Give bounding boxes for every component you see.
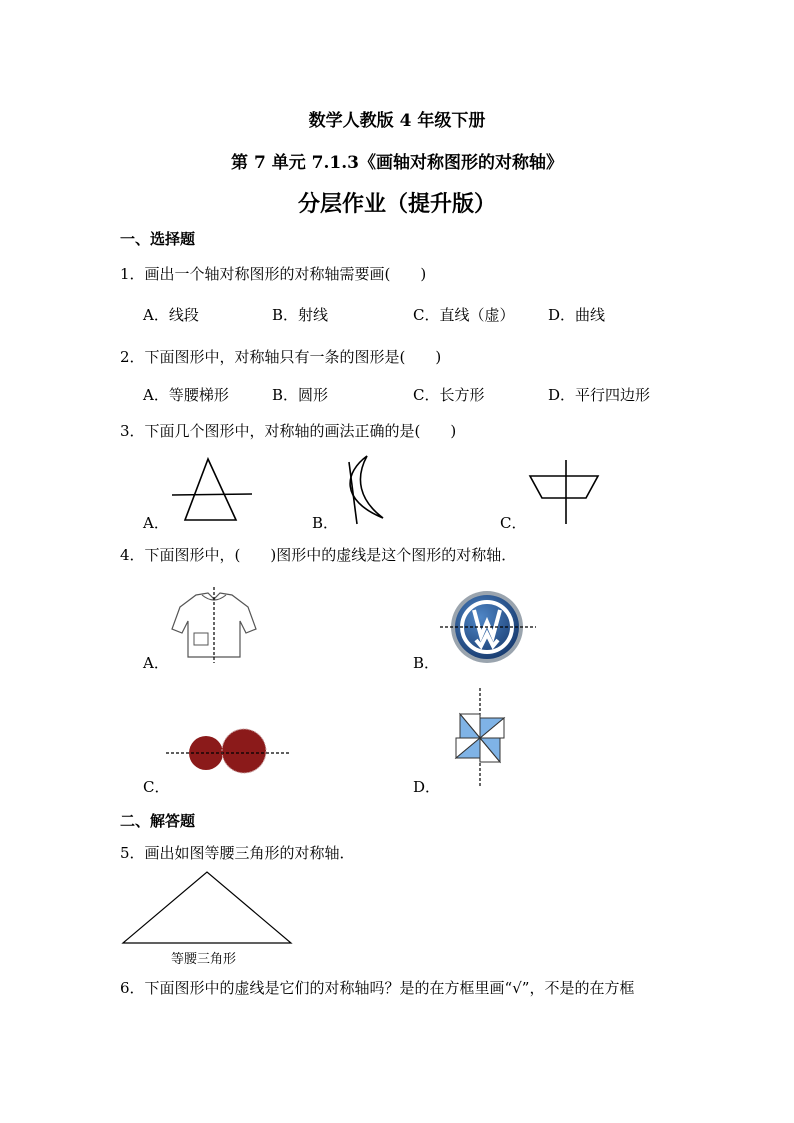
- q1-option-b: B．射线: [272, 306, 329, 324]
- doc-title-line3: 分层作业（提升版）: [297, 191, 496, 217]
- question-6: 6．下面图形中的虚线是它们的对称轴吗？是的在方框里画“√”，不是的在方框: [120, 979, 635, 997]
- q1-option-a: A．线段: [143, 306, 199, 324]
- q4-figure-b-vw-logo: [440, 588, 540, 666]
- q2-option-b: B．圆形: [272, 386, 329, 404]
- q3-figure-a-triangle: [168, 455, 258, 525]
- question-1: 1．画出一个轴对称图形的对称轴需要画( ): [120, 265, 427, 283]
- section-title-answer: 二、解答题: [120, 812, 196, 830]
- q4-label-b: B．: [413, 654, 440, 672]
- doc-title-line1: 数学人教版 4 年级下册: [308, 111, 486, 131]
- q2-option-a: A．等腰梯形: [143, 386, 229, 404]
- q2-option-d: D．平行四边形: [548, 386, 651, 404]
- question-3: 3．下面几个图形中，对称轴的画法正确的是( ): [120, 422, 457, 440]
- q3-label-a: A．: [143, 514, 169, 532]
- question-4: 4．下面图形中，( )图形中的虚线是这个图形的对称轴．: [120, 546, 517, 564]
- question-2: 2．下面图形中，对称轴只有一条的图形是( ): [120, 348, 442, 366]
- q4-figure-d-pinwheel: [440, 686, 524, 790]
- question-5: 5．画出如图等腰三角形的对称轴．: [120, 844, 355, 862]
- q1-option-c: C．直线（虚）: [413, 306, 515, 324]
- q5-isosceles-triangle: [120, 868, 296, 948]
- q4-label-d: D．: [413, 778, 441, 796]
- q4-figure-c-two-balls: [166, 722, 292, 784]
- doc-title-line2: 第 7 单元 7.1.3《画轴对称图形的对称轴》: [231, 153, 563, 173]
- q3-label-b: B．: [312, 514, 339, 532]
- q3-figure-c-trapezoid: [528, 458, 604, 528]
- q5-caption: 等腰三角形: [171, 952, 237, 967]
- q3-figure-b-crescent: [335, 452, 395, 527]
- section-title-choice: 一、选择题: [120, 230, 196, 248]
- q4-label-a: A．: [143, 654, 169, 672]
- q1-option-d: D．曲线: [548, 306, 606, 324]
- q2-option-c: C．长方形: [413, 386, 485, 404]
- q3-label-c: C．: [500, 514, 527, 532]
- q4-figure-a-shirt: [166, 585, 262, 665]
- q4-label-c: C．: [143, 778, 170, 796]
